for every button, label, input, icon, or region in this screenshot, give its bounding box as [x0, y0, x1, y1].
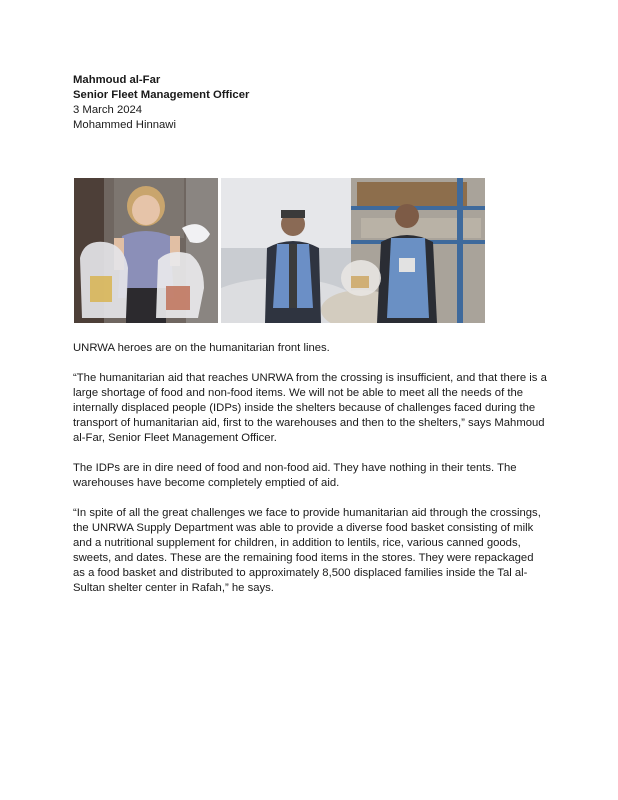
paragraph-2: “The humanitarian aid that reaches UNRWA from the crossing is insufficient, and that there is a large shortage of food and non-food items. We will not be able to meet all the needs of the internally displaced people (IDPs) inside the shelters because of challenges faced during the transport of humanitarian aid, first to the warehouses and then to the shelters,” says Mahmoud al-Far, Senior Fleet Management Officer. [73, 372, 547, 444]
article-author: Mohammed Hinnawi [73, 119, 176, 131]
paragraph-3: The IDPs are in dire need of food and non-food aid. They have nothing in their tents. The warehouses have become completely emptied of aid. [73, 462, 517, 489]
paragraph-4: “In spite of all the great challenges we face to provide humanitarian aid through the crossings, the UNRWA Supply Department was able to provide a diverse food basket consisting of milk and a nutritional supplement for children, in addition to lentils, rice, various canned goods, sweets, and dates. These are the remaining food items in the stores. They were repackaged as a food basket and distributed to approximately 8,500 displaced families inside the Tal al-Sultan shelter center in Rafah,” he says. [73, 507, 541, 594]
article-body [73, 341, 548, 611]
photo-staff-in-warehouse [221, 178, 485, 323]
person-name: Mahmoud al-Far [73, 74, 161, 86]
paragraph-1: UNRWA heroes are on the humanitarian front lines. [73, 342, 330, 354]
photo-row [74, 178, 485, 323]
person-role: Senior Fleet Management Officer [73, 89, 250, 101]
article-header [73, 73, 543, 133]
article-date: 3 March 2024 [73, 104, 143, 116]
photo-child-with-aid-bags [74, 178, 218, 323]
